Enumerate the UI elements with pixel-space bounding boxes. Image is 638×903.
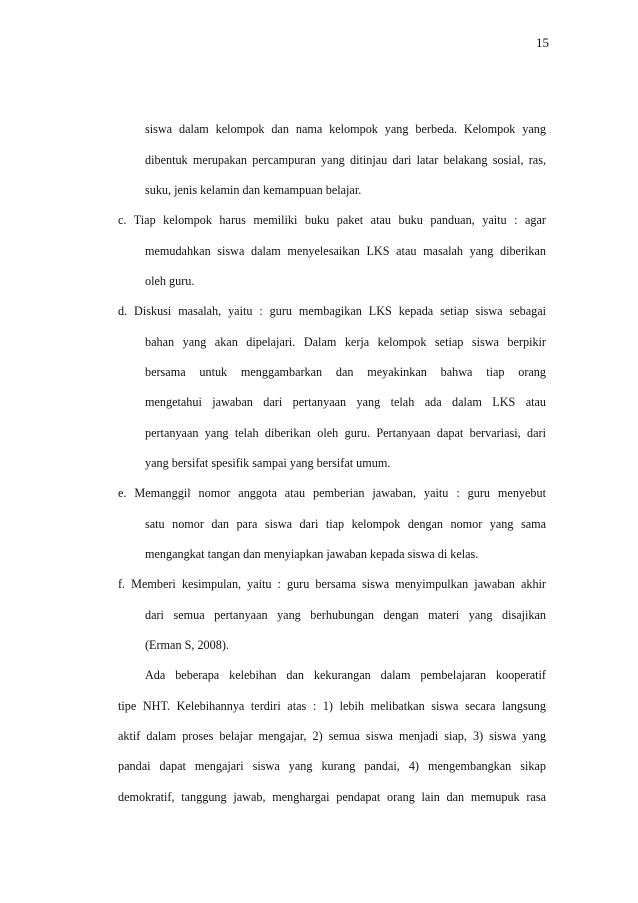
text-line: bahan yang akan dipelajari. Dalam kerja kelompok setiap siswa berpikir [145, 335, 546, 349]
text-line: suku, jenis kelamin dan kemampuan belajar. [145, 183, 362, 197]
text-line: mengetahui jawaban dari pertanyaan yang telah ada dalam LKS atau [145, 395, 546, 409]
text-line: aktif dalam proses belajar mengajar, 2) semua siswa menjadi siap, 3) siswa yang [118, 729, 546, 743]
text-line: memudahkan siswa dalam menyelesaikan LKS atau masalah yang diberikan [145, 244, 546, 258]
list-item-e-line: e. Memanggil nomor anggota atau pemberian jawaban, yaitu : guru menyebut [118, 486, 546, 500]
list-item-c-line: c. Tiap kelompok harus memiliki buku paket atau buku panduan, yaitu : agar [118, 213, 546, 227]
text-line: mengangkat tangan dan menyiapkan jawaban kepada siswa di kelas. [145, 547, 479, 561]
text-line: pertanyaan yang telah diberikan oleh guru. Pertanyaan dapat bervariasi, dari [145, 426, 546, 440]
text-line: satu nomor dan para siswa dari tiap kelompok dengan nomor yang sama [145, 517, 546, 531]
paragraph-first-line: Ada beberapa kelebihan dan kekurangan dalam pembelajaran kooperatif [145, 668, 546, 682]
text-line: dibentuk merupakan percampuran yang ditinjau dari latar belakang sosial, ras, [145, 153, 546, 167]
text-line: pandai dapat mengajari siswa yang kurang pandai, 4) mengembangkan sikap [118, 759, 546, 773]
text-line: tipe NHT. Kelebihannya terdiri atas : 1) lebih melibatkan siswa secara langsung [118, 699, 546, 713]
list-item-f-line: f. Memberi kesimpulan, yaitu : guru bersama siswa menyimpulkan jawaban akhir [118, 577, 546, 591]
text-line: oleh guru. [145, 274, 195, 288]
text-line: bersama untuk menggambarkan dan meyakinkan bahwa tiap orang [145, 365, 546, 379]
text-line: siswa dalam kelompok dan nama kelompok yang berbeda. Kelompok yang [145, 122, 546, 136]
text-line: (Erman S, 2008). [145, 638, 229, 652]
text-line: demokratif, tanggung jawab, menghargai pendapat orang lain dan memupuk rasa [118, 790, 546, 804]
list-item-d-line: d. Diskusi masalah, yaitu : guru membagikan LKS kepada setiap siswa sebagai [118, 304, 546, 318]
text-line: yang bersifat spesifik sampai yang bersifat umum. [145, 456, 391, 470]
page-number: 15 [536, 35, 549, 50]
text-line: dari semua pertanyaan yang berhubungan dengan materi yang disajikan [145, 608, 546, 622]
